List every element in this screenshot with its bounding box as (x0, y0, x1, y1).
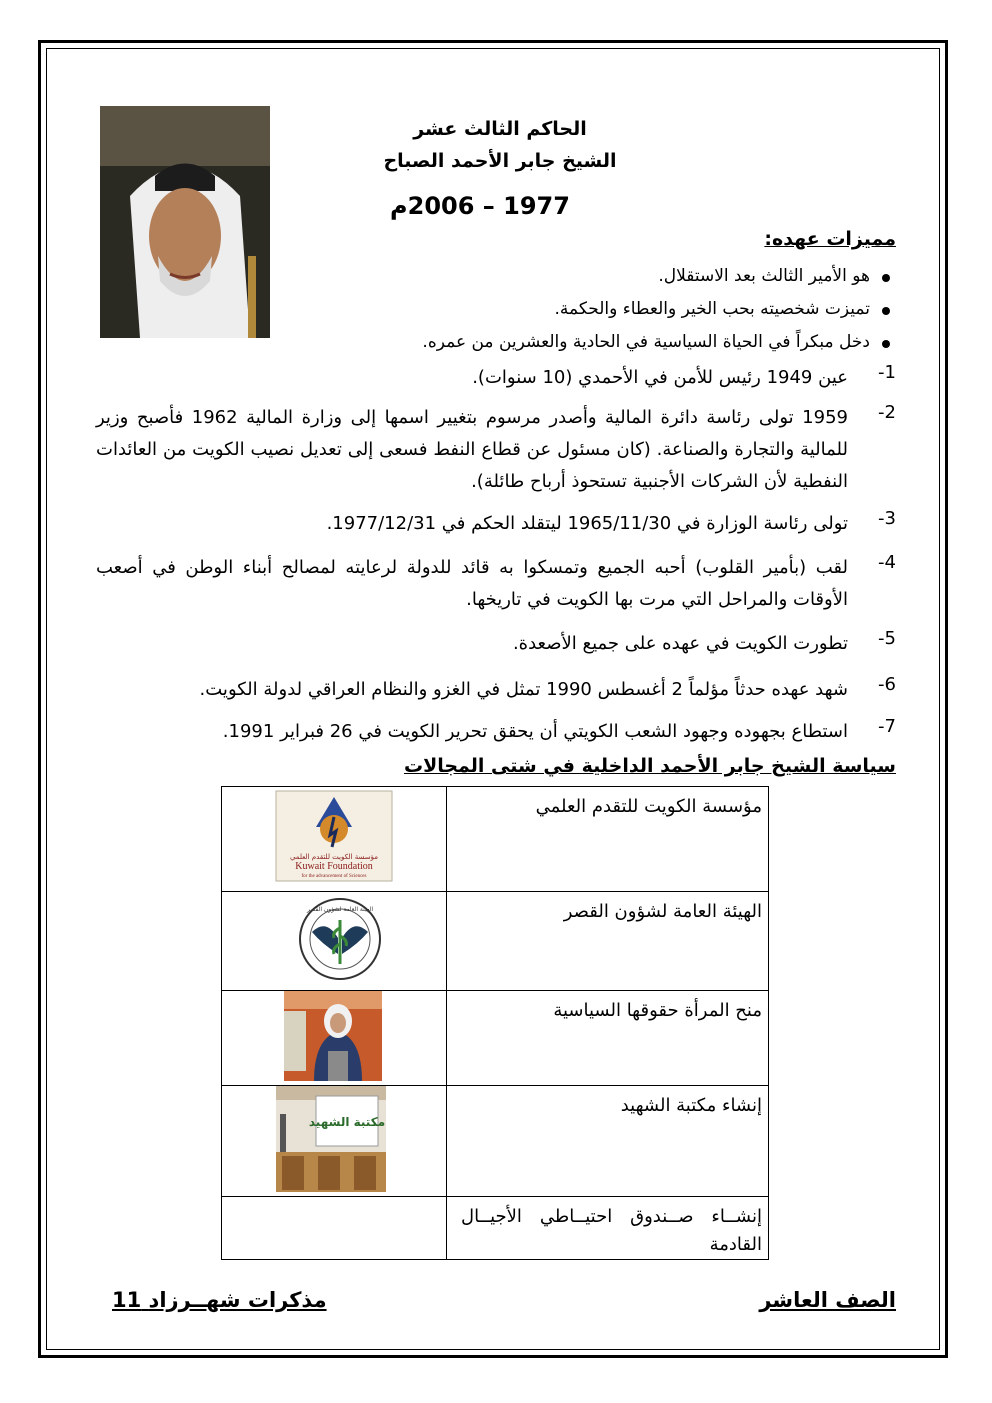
features-heading: مميزات عهده: (764, 228, 896, 250)
item-number: 7- (878, 716, 896, 737)
policy-heading: سياسة الشيخ جابر الأحمد الداخلية في شتى المجالات (403, 755, 896, 777)
features-list (336, 260, 896, 359)
policy-table (221, 786, 769, 1260)
martyr-library-photo (222, 1086, 446, 1192)
table-cell: الهيئة العامة لشؤون القصر (447, 892, 769, 991)
footer-notes (100, 1288, 327, 1312)
item-number: 5- (878, 628, 896, 649)
item-number: 4- (878, 552, 896, 573)
item-text: شهد عهده حدثاً مؤلماً 2 أغسطس 1990 تمثل في الغزو والنظام العراقي لدولة الكويت. (199, 679, 848, 700)
item-text: لقب (بأمير القلوب) أحبه الجميع وتمسكوا به قائد للدولة لرعايته لمصالح أبناء الوطن في أصعب الأوقات والمراحل التي مرت بها الكويت في تاريخها. (96, 557, 848, 610)
list-item: تميزت شخصيته بحب الخير والعطاء والحكمة. (336, 293, 896, 326)
item-number: 1- (878, 362, 896, 383)
table-cell: منح المرأة حقوقها السياسية (447, 991, 769, 1086)
ruler-order-title: الحاكم الثالث عشر (413, 118, 587, 140)
table-row (222, 1086, 769, 1197)
numbered-item-2 (96, 402, 896, 498)
table-cell: إنشــاء صــندوق احتيــاطي الأجيــال القادمة (447, 1197, 769, 1260)
numbered-item-6 (96, 674, 896, 706)
table-cell: إنشاء مكتبة الشهيد (447, 1086, 769, 1197)
item-text: 1959 تولى رئاسة دائرة المالية وأصدر مرسوم بتغيير اسمها إلى وزارة المالية 1962 فأصبح وزير للمالية والتجارة والصناعة. (كان مسئول عن قطاع النفط فسعى إلى تعديل نصيب الكويت من العائدات النفطية لأن الشركات الأجنبية تستحوذ أرباح طائلة). (96, 407, 848, 492)
numbered-item-4 (96, 552, 896, 616)
item-number: 2- (878, 402, 896, 423)
woman-speaker-photo (222, 991, 446, 1081)
numbered-item-1 (96, 362, 896, 394)
library-logo-text: مكتبة الشهيد (308, 1115, 386, 1129)
item-number: 6- (878, 674, 896, 695)
kfas-logo (222, 787, 446, 887)
item-text: عين 1949 رئيس للأمن في الأحمدي (10 سنوات). (472, 367, 848, 388)
image-cell (222, 991, 447, 1086)
item-text: تولى رئاسة الوزارة في 1965/11/30 ليتقلد الحكم في 1977/12/31. (326, 513, 848, 534)
image-cell (222, 1086, 447, 1197)
numbered-item-5 (96, 628, 896, 660)
table-row (222, 892, 769, 991)
reign-years: 1977 – 2006م (390, 192, 570, 220)
table-row (222, 1197, 769, 1260)
image-cell (222, 1197, 447, 1260)
numbered-item-7 (96, 716, 896, 748)
kfas-logo-arabic: مؤسسة الكويت للتقدم العلمي (289, 853, 379, 861)
image-cell (222, 892, 447, 991)
minors-logo-text: الهيئة العامة لشؤون القصر (306, 906, 374, 913)
portrait-photo (100, 106, 270, 338)
table-row (222, 787, 769, 892)
grade-label: الصف العاشر (759, 1288, 896, 1312)
numbered-item-3 (96, 508, 896, 540)
notes-title: مذكرات شهــرزاد (148, 1288, 327, 1312)
item-text: استطاع بجهوده وجهود الشعب الكويتي أن يحقق تحرير الكويت في 26 فبراير 1991. (222, 721, 848, 742)
item-number: 3- (878, 508, 896, 529)
page-number: 11 (112, 1288, 142, 1312)
item-text: تطورت الكويت في عهده على جميع الأصعدة. (512, 633, 848, 654)
table-row (222, 991, 769, 1086)
kfas-logo-english: Kuwait Foundation (295, 861, 373, 872)
table-cell: مؤسسة الكويت للتقدم العلمي (447, 787, 769, 892)
image-cell (222, 787, 447, 892)
minors-authority-logo (222, 892, 446, 986)
list-item: دخل مبكراً في الحياة السياسية في الحادية والعشرين من عمره. (336, 326, 896, 359)
kfas-logo-english-sub: for the advancement of Sciences (301, 874, 367, 879)
list-item: هو الأمير الثالث بعد الاستقلال. (336, 260, 896, 293)
ruler-name-title: الشيخ جابر الأحمد الصباح (383, 150, 617, 172)
